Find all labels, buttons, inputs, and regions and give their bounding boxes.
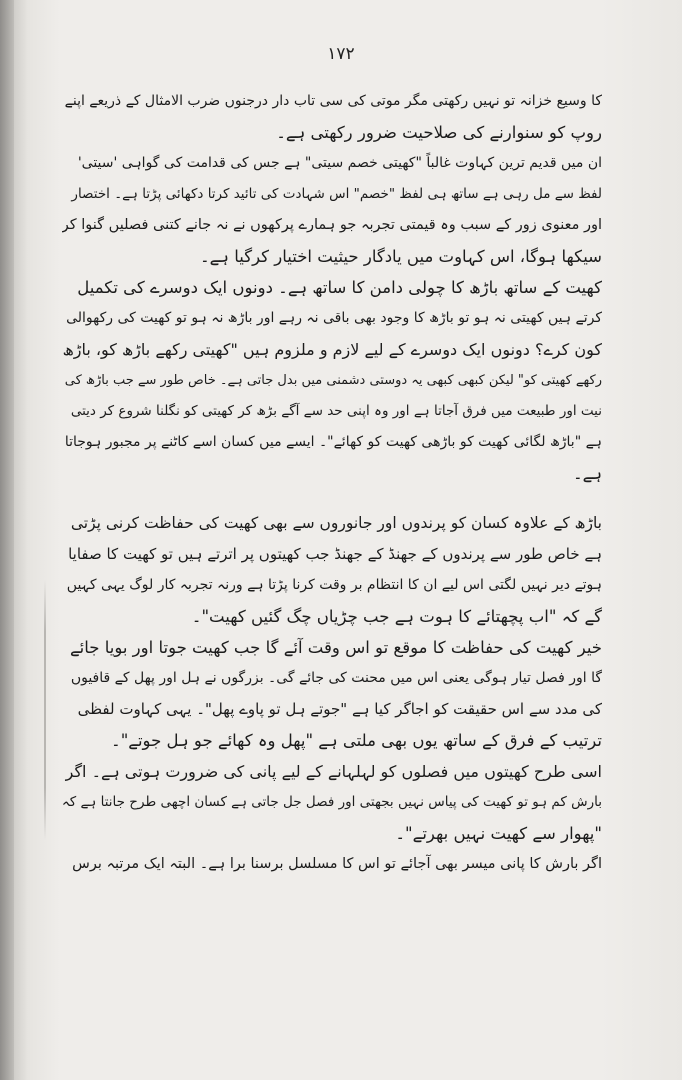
text-line: اور معنوی زور کے سبب وہ قیمتی تجربہ جو ہمارے پرکھوں نے نہ جانے کتنی فصلیں گنوا کر [62, 217, 602, 233]
margin-pencil-mark [44, 580, 46, 840]
text-line: ہے "باڑھ لگائی کھیت کو باڑھی کھیت کو کھائے"۔ ایسے میں کسان اسے کاٹنے پر مجبور ہوجاتا [64, 434, 602, 450]
text-line: "پھوار سے کھیت نہیں بھرتے"۔ [395, 824, 602, 843]
text-line: رکھے کھیتی کو" لیکن کبھی کبھی یہ دوستی دشمنی میں بدل جاتی ہے۔ خاص طور سے جب باڑھ کی [64, 373, 602, 388]
text-line: سیکھا ہوگا، اس کہاوت میں یادگار حیثیت اختیار کرگیا ہے۔ [199, 247, 602, 266]
text-line: کون کرے؟ دونوں ایک دوسرے کے لیے لازم و ملزوم ہیں "کھیتی رکھے باڑھ کو، باڑھ [62, 340, 602, 359]
book-spine-shadow [0, 0, 14, 1080]
page-number: ١٧٢ [327, 44, 355, 64]
text-line: کی مدد سے اس حقیقت کو اجاگر کیا ہے "جوتے ہل تو پاوے پھل"۔ یہی کہاوت لفظی [77, 700, 602, 718]
text-line: ترتیب کے فرق کے ساتھ یوں بھی ملتی ہے "پھل وہ کھائے جو ہل جوتے"۔ [111, 731, 602, 750]
text-line: ان میں قدیم ترین کہاوت غالباً "کھیتی خصم سیتی" ہے جس کی قدامت کی گواہی 'سیتی' [77, 155, 602, 171]
text-line: ہوتے دیر نہیں لگتی اس لیے ان کا انتظام بر وقت کرنا پڑتا ہے ورنہ تجربہ کار لوگ یہی کہیں [66, 577, 602, 593]
text-line: روپ کو سنوارنے کی صلاحیت ضرور رکھتی ہے۔ [276, 123, 602, 142]
text-line: ہے۔ [572, 464, 602, 483]
text-line: گے کہ "اب پچھتائے کا ہوت ہے جب چڑیاں چگ گئیں کھیت"۔ [191, 607, 602, 626]
text-line: کھیت کے ساتھ باڑھ کا چولی دامن کا ساتھ ہے۔ دونوں ایک دوسرے کی تکمیل [77, 278, 602, 297]
text-line: خیر کھیت کی حفاظت کا موقع تو اس وقت آئے گا جب کھیت جوتا اور بویا جائے [69, 638, 602, 657]
text-line: بارش کم ہو تو کھیت کی پیاس نہیں بجھتی اور فصل جل جاتی ہے کسان اچھی طرح جانتا ہے کہ [62, 794, 602, 810]
text-line: لفظ سے مل رہی ہے ساتھ ہی لفظ "خصم" اس شہادت کی تائید کرتا دکھائی پڑتا ہے۔ اختصار [71, 186, 602, 202]
text-line: کرتے ہیں کھیتی نہ ہو تو باڑھ کا وجود بھی باقی نہ رہے اور باڑھ نہ ہو تو کھیت کی رکھوالی [66, 310, 602, 326]
page-body-text [62, 86, 602, 880]
text-line: گا اور فصل تیار ہوگی یعنی اس میں محنت کی جائے گی۔ بزرگوں نے ہل اور پھل کے قافیوں [70, 670, 602, 686]
text-line: کا وسیع خزانہ تو نہیں رکھتی مگر موتی کی سی تاب دار درجنوں ضرب الامثال کے ذریعے اپنے [64, 93, 602, 109]
text-line: باڑھ کے علاوہ کسان کو پرندوں اور جانوروں سے بھی کھیت کی حفاظت کرنی پڑتی [70, 514, 602, 532]
text-line: ہے خاص طور سے پرندوں کے جھنڈ کے جھنڈ جب کھیتوں پر اترتے ہیں تو کھیت کا صفایا [68, 545, 602, 563]
text-line: اگر بارش کا پانی میسر بھی آجائے تو اس کا مسلسل برسنا برا ہے۔ البتہ ایک مرتبہ برس [72, 856, 602, 872]
paragraph-gap [62, 489, 602, 508]
text-line: اسی طرح کھیتوں میں فصلوں کو لہلہانے کے لیے پانی کی ضرورت ہوتی ہے۔ اگر [65, 762, 602, 781]
text-line: نیت اور طبیعت میں فرق آجاتا ہے اور وہ اپنی حد سے آگے بڑھ کر کھیتی کو نگلنا شروع کر دیتی [70, 403, 602, 419]
